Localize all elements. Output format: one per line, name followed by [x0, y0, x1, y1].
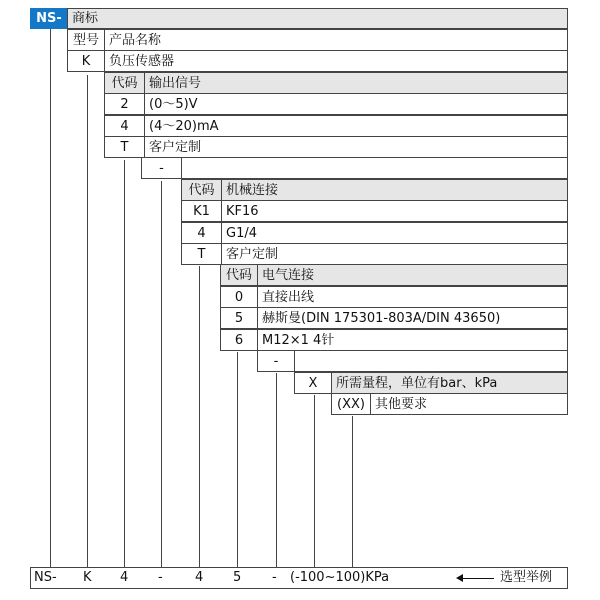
example-label: 选型举例 — [500, 570, 553, 585]
mechanical-row-text — [221, 243, 568, 265]
electrical-code-header-text: 代码 — [225, 267, 252, 283]
mechanical-row-code-text: K1 — [193, 203, 210, 219]
connector-line-7 — [276, 373, 277, 567]
mechanical-title — [221, 179, 568, 201]
product-name-label — [104, 29, 568, 51]
output-row-code-text: 2 — [120, 96, 129, 112]
example-part: 4 — [120, 570, 129, 585]
mechanical-row-code — [181, 243, 222, 265]
output-row-code-text: 4 — [120, 118, 129, 134]
example-part: - — [272, 570, 277, 585]
output-row-text — [144, 93, 568, 115]
k-code-text: K — [81, 53, 91, 69]
mechanical-row-text-text: KF16 — [226, 203, 259, 219]
mechanical-row-text-text: 客户定制 — [226, 246, 279, 262]
example-part: - — [158, 570, 163, 585]
output-row-text-text: (4～20)mA — [149, 118, 219, 134]
brand-label-text: 商标 — [72, 11, 99, 26]
output-row-text-text: 客户定制 — [149, 139, 202, 155]
connector-line-9 — [352, 416, 353, 567]
connector-line-1 — [50, 29, 51, 567]
other-text-text: 其他要求 — [375, 396, 428, 412]
electrical-row-text-text: 赫斯曼(DIN 175301-803A/DIN 43650) — [262, 310, 501, 326]
other-code-text: (XX) — [337, 396, 365, 412]
separator-dash-text: - — [273, 353, 279, 369]
model-label-text: 型号 — [72, 32, 99, 48]
mechanical-row-code — [181, 222, 222, 244]
electrical-row-text — [257, 329, 568, 351]
mechanical-row-text-text: G1/4 — [226, 225, 257, 241]
example-part: (-100~100)KPa — [290, 570, 390, 585]
mechanical-row-code-text: T — [197, 246, 206, 262]
example-part: K — [83, 570, 92, 585]
mechanical-title-text: 机械连接 — [226, 182, 279, 198]
example-part: 5 — [233, 570, 242, 585]
output-row-text — [144, 115, 568, 137]
k-name — [104, 50, 568, 72]
brand-prefix — [30, 8, 68, 29]
example-part: NS- — [34, 570, 57, 585]
output-row-text-text: (0～5)V — [149, 96, 198, 112]
separator-dash — [257, 350, 295, 372]
separator-row — [257, 350, 568, 372]
output-row-code — [104, 93, 145, 115]
separator-dash — [141, 157, 182, 179]
electrical-title-text: 电气连接 — [262, 267, 315, 283]
electrical-row-code-text: 5 — [234, 310, 244, 326]
electrical-title — [257, 264, 568, 286]
electrical-row-text-text: M12×1 4针 — [262, 332, 335, 348]
mechanical-row-text — [221, 200, 568, 222]
electrical-row-code — [220, 286, 258, 308]
mechanical-code-header — [181, 179, 222, 201]
electrical-row-text — [257, 307, 568, 329]
electrical-row-code — [220, 307, 258, 329]
electrical-row-code-text: 0 — [234, 289, 244, 305]
separator-dash-text: - — [159, 160, 164, 176]
range-text — [331, 372, 568, 394]
output-row-code-text: T — [120, 139, 129, 155]
mechanical-row-code — [181, 200, 222, 222]
output-code-header — [104, 72, 145, 94]
connector-line-8 — [314, 395, 315, 567]
range-code-text: X — [308, 375, 318, 391]
output-row-code — [104, 136, 145, 158]
electrical-code-header — [220, 264, 258, 286]
example-part: 4 — [195, 570, 204, 585]
connector-line-4 — [161, 181, 162, 567]
product-name-label-text: 产品名称 — [109, 32, 162, 48]
electrical-row-text — [257, 286, 568, 308]
other-code — [331, 393, 371, 415]
electrical-row-text-text: 直接出线 — [262, 289, 315, 305]
output-title-text: 输出信号 — [149, 75, 202, 91]
other-text — [370, 393, 568, 415]
k-code — [67, 50, 105, 72]
connector-line-2 — [87, 75, 88, 567]
range-text-text: 所需量程，单位有bar、kPa — [336, 375, 498, 391]
connector-line-5 — [199, 266, 200, 567]
model-label — [67, 29, 105, 51]
brand-prefix-text: NS- — [36, 11, 62, 26]
output-row-code — [104, 115, 145, 137]
range-code — [294, 372, 332, 394]
brand-label — [67, 8, 568, 29]
electrical-row-code-text: 6 — [234, 332, 244, 348]
output-row-text — [144, 136, 568, 158]
connector-line-3 — [124, 160, 125, 567]
connector-line-6 — [237, 352, 238, 567]
mechanical-code-header-text: 代码 — [188, 182, 215, 198]
separator-row — [141, 157, 568, 179]
left-arrow-icon — [462, 578, 494, 579]
electrical-row-code — [220, 329, 258, 351]
mechanical-row-text — [221, 222, 568, 244]
output-code-header-text: 代码 — [111, 75, 138, 91]
k-name-text: 负压传感器 — [109, 53, 175, 69]
mechanical-row-code-text: 4 — [197, 225, 206, 241]
output-title — [144, 72, 568, 94]
